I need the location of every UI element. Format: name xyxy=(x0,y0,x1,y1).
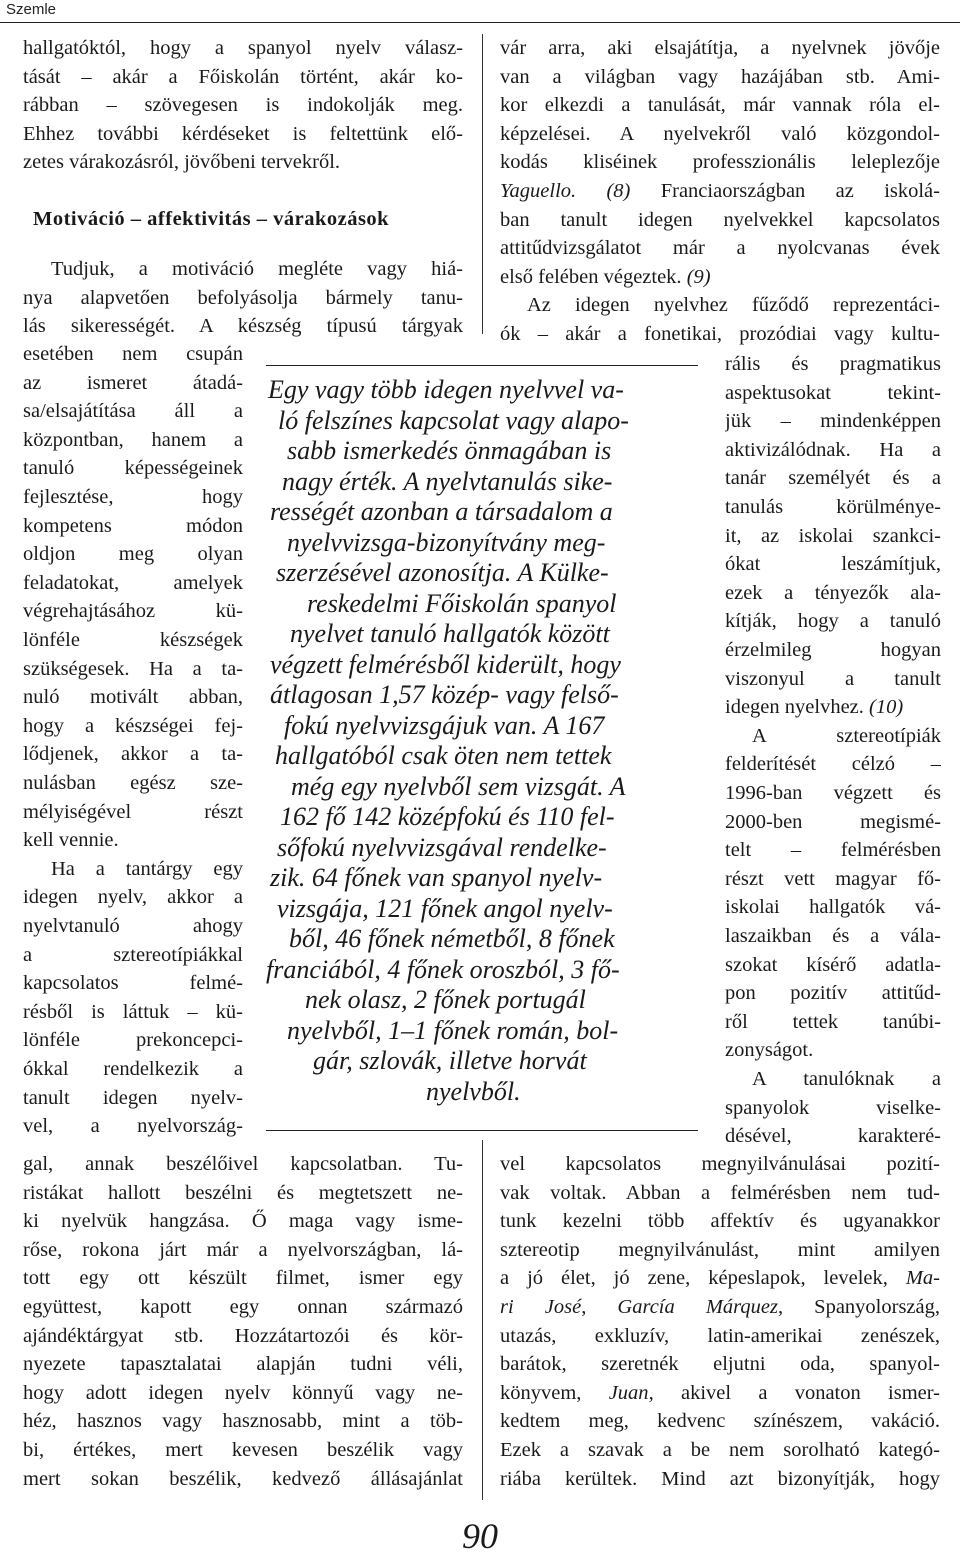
pull-quote-line: nek olasz, 2 főnek portugál xyxy=(305,985,586,1014)
text-line: rőse, rokona járt már a nyelvországban, lá- xyxy=(23,1238,463,1261)
pull-quote-line: átlagosan 1,57 közép- vagy felső- xyxy=(270,680,619,709)
text-line: nyezete tapasztalatai alapján tudni véli, xyxy=(23,1353,463,1376)
text-line xyxy=(725,693,941,722)
column-divider xyxy=(482,34,483,334)
text-line: tanulás körülménye- xyxy=(725,496,941,518)
text-run: (8) xyxy=(576,180,661,202)
text-line: A tanulóknak a xyxy=(752,1068,941,1090)
text-line: tanuló képességeinek xyxy=(23,457,243,480)
text-line: it, az iskolai szankci- xyxy=(725,524,941,547)
text-line: Ehhez további kérdéseket is feltettünk elő- xyxy=(23,122,463,145)
text-run: García Márquez xyxy=(617,1296,778,1318)
text-line: riába kerültek. Mind azt bizonyítják, hogy xyxy=(500,1467,940,1490)
section-label: Szemle xyxy=(6,1,57,18)
text-line: rábban – szövegesen is indokolják meg. xyxy=(23,94,463,117)
text-line: pon pozitív attitűd- xyxy=(725,982,941,1005)
text-line: zetes várakozásról, jövőbeni tervekről. xyxy=(23,151,341,174)
text-line: nya alapvetően befolyásolja bármely tanu- xyxy=(23,286,463,309)
pull-quote-line: franciából, 4 főnek oroszból, 3 fő- xyxy=(266,954,620,984)
text-line: ki nyelvük hangzása. Ő maga vagy isme- xyxy=(23,1210,463,1233)
text-line: tását – akár a Főiskolán történt, akár ko- xyxy=(23,65,463,88)
text-line: együttest, kapott egy onnan származó xyxy=(23,1296,463,1318)
pull-quote-line: még egy nyelvből sem vizsgát. A xyxy=(291,771,626,801)
text-line: tanár személyét és a xyxy=(725,467,941,490)
text-line: zonyságot. xyxy=(725,1039,814,1062)
text-line: aspektusokat tekint- xyxy=(725,381,941,404)
text-line: nuló motivált abban, xyxy=(23,686,243,709)
text-line: nyelvtanuló ahogy xyxy=(23,915,243,937)
text-line: a sztereotípiákkal xyxy=(23,943,243,966)
text-line: spanyolok viselke- xyxy=(725,1096,941,1119)
text-line: lődjenek, akkor a ta- xyxy=(23,743,243,766)
text-line: fejlesztése, hogy xyxy=(23,486,243,508)
text-line: esetében nem csupán xyxy=(23,343,243,365)
text-line: van a világban vagy hazájában stb. Ami- xyxy=(500,65,940,88)
text-line xyxy=(500,263,940,292)
running-header xyxy=(0,0,960,23)
text-line: érzelmileg hogyan xyxy=(725,639,941,661)
text-line: hallgatóktól, hogy a spanyol nyelv válasz- xyxy=(23,37,463,59)
text-run: könyvem, xyxy=(500,1381,609,1404)
text-line: tott egy ott készült filmet, ismer egy xyxy=(23,1267,463,1290)
text-line: nulásban egész sze- xyxy=(23,772,243,794)
text-line: hogy a készségei fej- xyxy=(23,714,243,737)
text-line: 2000-ben megismé- xyxy=(725,810,941,833)
text-line: ókat leszámítjuk, xyxy=(725,553,941,576)
text-run: Yaguello. xyxy=(500,180,577,202)
text-line: vak voltak. Abban a felmérésben nem tud- xyxy=(500,1181,940,1204)
text-line: désével, karakteré- xyxy=(725,1125,941,1148)
text-run: , akivel a vonaton ismer- xyxy=(648,1381,940,1404)
pull-quote-line: reskedelmi Főiskolán spanyol xyxy=(307,588,617,618)
text-run: Franciaországban az iskolá- xyxy=(660,180,940,202)
pull-quote-bottom-rule xyxy=(266,1130,698,1131)
text-run: (9) xyxy=(686,265,711,288)
text-line: Ha a tantárgy egy xyxy=(51,857,243,880)
text-line: ók – akár a fonetikai, prozódiai vagy kultu- xyxy=(500,323,940,345)
page-number: 90 xyxy=(462,1516,498,1556)
text-line: utazás, exkluzív, latin-amerikai zenészek, xyxy=(500,1324,940,1347)
text-line xyxy=(500,1379,940,1408)
pull-quote-line: vizsgája, 121 főnek angol nyelv- xyxy=(277,893,613,923)
text-line: vár arra, aki elsajátítja, a nyelvnek jövője xyxy=(500,37,940,59)
text-line: 1996-ban végzett és xyxy=(725,782,941,804)
text-line: Az idegen nyelvhez fűződő reprezentáci- xyxy=(527,294,940,317)
pull-quote-line: végzett felmérésből kiderült, hogy xyxy=(270,649,621,679)
text-line: jük – mindenképpen xyxy=(725,410,941,433)
text-line: tanult idegen nyelv- xyxy=(23,1086,243,1109)
pull-quote-line: gár, szlovák, illetve horvát xyxy=(313,1046,587,1075)
text-line: viszonyul a tanult xyxy=(725,667,941,690)
text-line: központban, hanem a xyxy=(23,428,243,451)
text-line: héz, hasznos vagy hasznosabb, mint a töb- xyxy=(23,1410,463,1433)
text-line: résből is láttuk – kü- xyxy=(23,1000,243,1023)
text-line: iskolai hallgatók vá- xyxy=(725,896,941,919)
text-line: barátok, szeretnék eljutni oda, spanyol- xyxy=(500,1353,940,1376)
pull-quote-top-rule xyxy=(266,365,698,366)
pull-quote-line: Egy vagy több idegen nyelvvel va- xyxy=(268,375,624,404)
text-line: mert sokan beszélik, kedvező állásajánlat xyxy=(23,1467,463,1490)
text-line: gal, annak beszélőivel kapcsolatban. Tu- xyxy=(23,1153,463,1175)
pull-quote-line: nagy érték. A nyelvtanulás sike- xyxy=(282,466,613,496)
pull-quote-line: ló felszínes kapcsolat vagy alapo- xyxy=(278,405,629,435)
pull-quote-line: nyelvvizsga-bizonyítvány meg- xyxy=(287,527,606,557)
text-run: , xyxy=(581,1296,618,1318)
text-line: Ezek a szavak a be nem sorolható kategó- xyxy=(500,1439,940,1461)
text-line: lás sikerességét. A készség típusú tárgyak xyxy=(23,315,463,338)
text-line: szükségesek. Ha a ta- xyxy=(23,657,243,680)
pull-quote-line: nyelvet tanuló hallgatók között xyxy=(290,619,610,648)
pull-quote-line: 162 fő 142 középfokú és 110 fel- xyxy=(280,802,615,831)
pull-quote-line: zik. 64 főnek van spanyol nyelv- xyxy=(270,863,603,892)
text-line: mélyiségével részt xyxy=(23,800,243,823)
text-line: feladatokat, amelyek xyxy=(23,571,243,594)
text-line: hogy adott idegen nyelv könnyű vagy ne- xyxy=(23,1381,463,1404)
text-line: laszaikban és a vála- xyxy=(725,925,941,947)
text-line: kítják, hogy a tanuló xyxy=(725,610,941,633)
text-run: Juan xyxy=(608,1381,649,1404)
text-line: kodás kliséinek professzionális leleplezője xyxy=(500,151,940,174)
text-line: tunk kezelni több affektív és ugyanakkor xyxy=(500,1210,940,1233)
text-line: A sztereotípiák xyxy=(752,724,941,747)
text-line: lönféle készségek xyxy=(23,629,243,651)
text-run: idegen nyelvhez. xyxy=(725,696,870,719)
pull-quote-line: sabb ismerkedés önmagában is xyxy=(287,436,612,465)
text-line xyxy=(500,177,940,206)
pull-quote-line: fokú nyelvvizsgájuk van. A 167 xyxy=(284,710,605,740)
text-line xyxy=(500,1264,940,1293)
text-line: ezek a tényezők ala- xyxy=(725,581,941,604)
text-line: aktivizálódnak. Ha a xyxy=(725,438,941,461)
text-run: Ma- xyxy=(905,1267,940,1290)
text-line: bi, értékes, mert kevesen beszélik vagy xyxy=(23,1439,463,1461)
pull-quote-line: hallgatóból csak öten nem tettek xyxy=(275,741,612,770)
column-divider-lower xyxy=(482,1140,483,1500)
pull-quote-line: szerzésével azonosítja. A Külke- xyxy=(276,558,609,587)
text-line: vel kapcsolatos megnyilvánulásai pozití- xyxy=(500,1153,940,1175)
text-line: az ismeret átadá- xyxy=(23,371,243,394)
pull-quote-line: rességét azonban a társadalom a xyxy=(270,497,613,526)
pull-quote-line: nyelvből, 1–1 főnek román, bol- xyxy=(287,1015,619,1045)
text-line: szokat kísérő adatla- xyxy=(725,953,941,976)
text-line: kapcsolatos felmé- xyxy=(23,972,243,995)
text-run: első felében végeztek. xyxy=(500,265,687,288)
text-line: lönféle prekoncepci- xyxy=(23,1029,243,1052)
pull-quote-line: nyelvből. xyxy=(426,1076,521,1106)
text-run: a jó élet, jó zene, képeslapok, levelek, xyxy=(500,1267,906,1290)
text-line: kor elkezdi a tanulását, már vannak róla el- xyxy=(500,94,940,117)
text-line: idegen nyelv, akkor a xyxy=(23,886,243,909)
text-run: (10) xyxy=(869,696,904,719)
text-line: ristákat hallott beszélni és megtetszett ne- xyxy=(23,1181,463,1204)
text-line: attitűdvizsgálatot már a nyolcvanas évek xyxy=(500,237,940,260)
text-line: sztereotip megnyilvánulást, mint amilyen xyxy=(500,1238,940,1261)
pull-quote-line: sőfokú nyelvvizsgával rendelke- xyxy=(277,832,607,862)
text-line: Tudjuk, a motiváció megléte vagy hiá- xyxy=(51,258,463,280)
text-line: részt vett magyar fő- xyxy=(725,867,941,890)
pull-quote-line: ből, 46 főnek németből, 8 főnek xyxy=(289,924,615,953)
text-line: ban tanult idegen nyelvekkel kapcsolatos xyxy=(500,208,940,231)
text-line: kell vennie. xyxy=(23,829,119,852)
text-run: , Spanyolország, xyxy=(777,1296,940,1318)
text-line: telt – felmérésben xyxy=(725,839,941,862)
text-line: rális és pragmatikus xyxy=(725,353,941,375)
text-line: oldjon meg olyan xyxy=(23,543,243,566)
text-line: felderítését célzó – xyxy=(725,753,941,776)
text-line: kedtem meg, kedvenc színészem, vakáció. xyxy=(500,1410,940,1433)
text-line: vel, a nyelvország- xyxy=(23,1115,243,1138)
text-line: ről tettek tanúbi- xyxy=(725,1010,941,1033)
text-line: ajándéktárgyat stb. Hozzátartozói és kör- xyxy=(23,1324,463,1347)
section-heading: Motiváció – affektivitás – várakozások xyxy=(33,208,390,230)
text-line: ókkal rendelkezik a xyxy=(23,1058,243,1080)
text-line: képzelései. A nyelvekről való közgondol- xyxy=(500,122,940,145)
text-line: végrehajtásához kü- xyxy=(23,600,243,623)
text-run: ri José xyxy=(500,1296,582,1318)
text-line: sa/elsajátítása áll a xyxy=(23,400,243,423)
text-line: kompetens módon xyxy=(23,514,243,537)
text-line xyxy=(500,1293,940,1322)
